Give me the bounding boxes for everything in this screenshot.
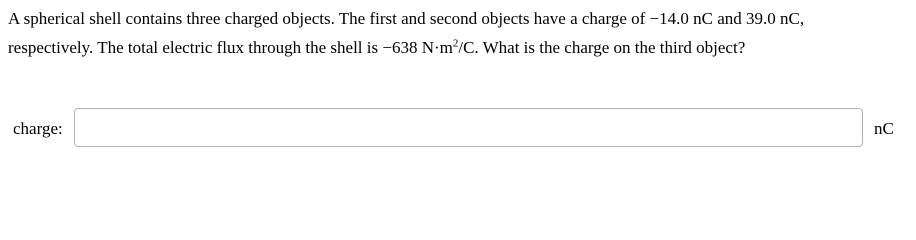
unit-label: nC	[874, 119, 894, 138]
charge-label: charge:	[13, 119, 63, 138]
question-exponent: 2	[452, 37, 459, 50]
answer-row	[0, 108, 916, 150]
question-text	[8, 4, 888, 62]
question-text-end: /C. What is the charge on the third object?	[458, 38, 746, 57]
charge-input[interactable]	[74, 108, 863, 147]
question-text-main: A spherical shell contains three charged objects. The first and second objects have a charge of −14.0 nC and 39.0 nC, respectively. The total electric flux through the shell is −638 N·m	[8, 9, 805, 57]
